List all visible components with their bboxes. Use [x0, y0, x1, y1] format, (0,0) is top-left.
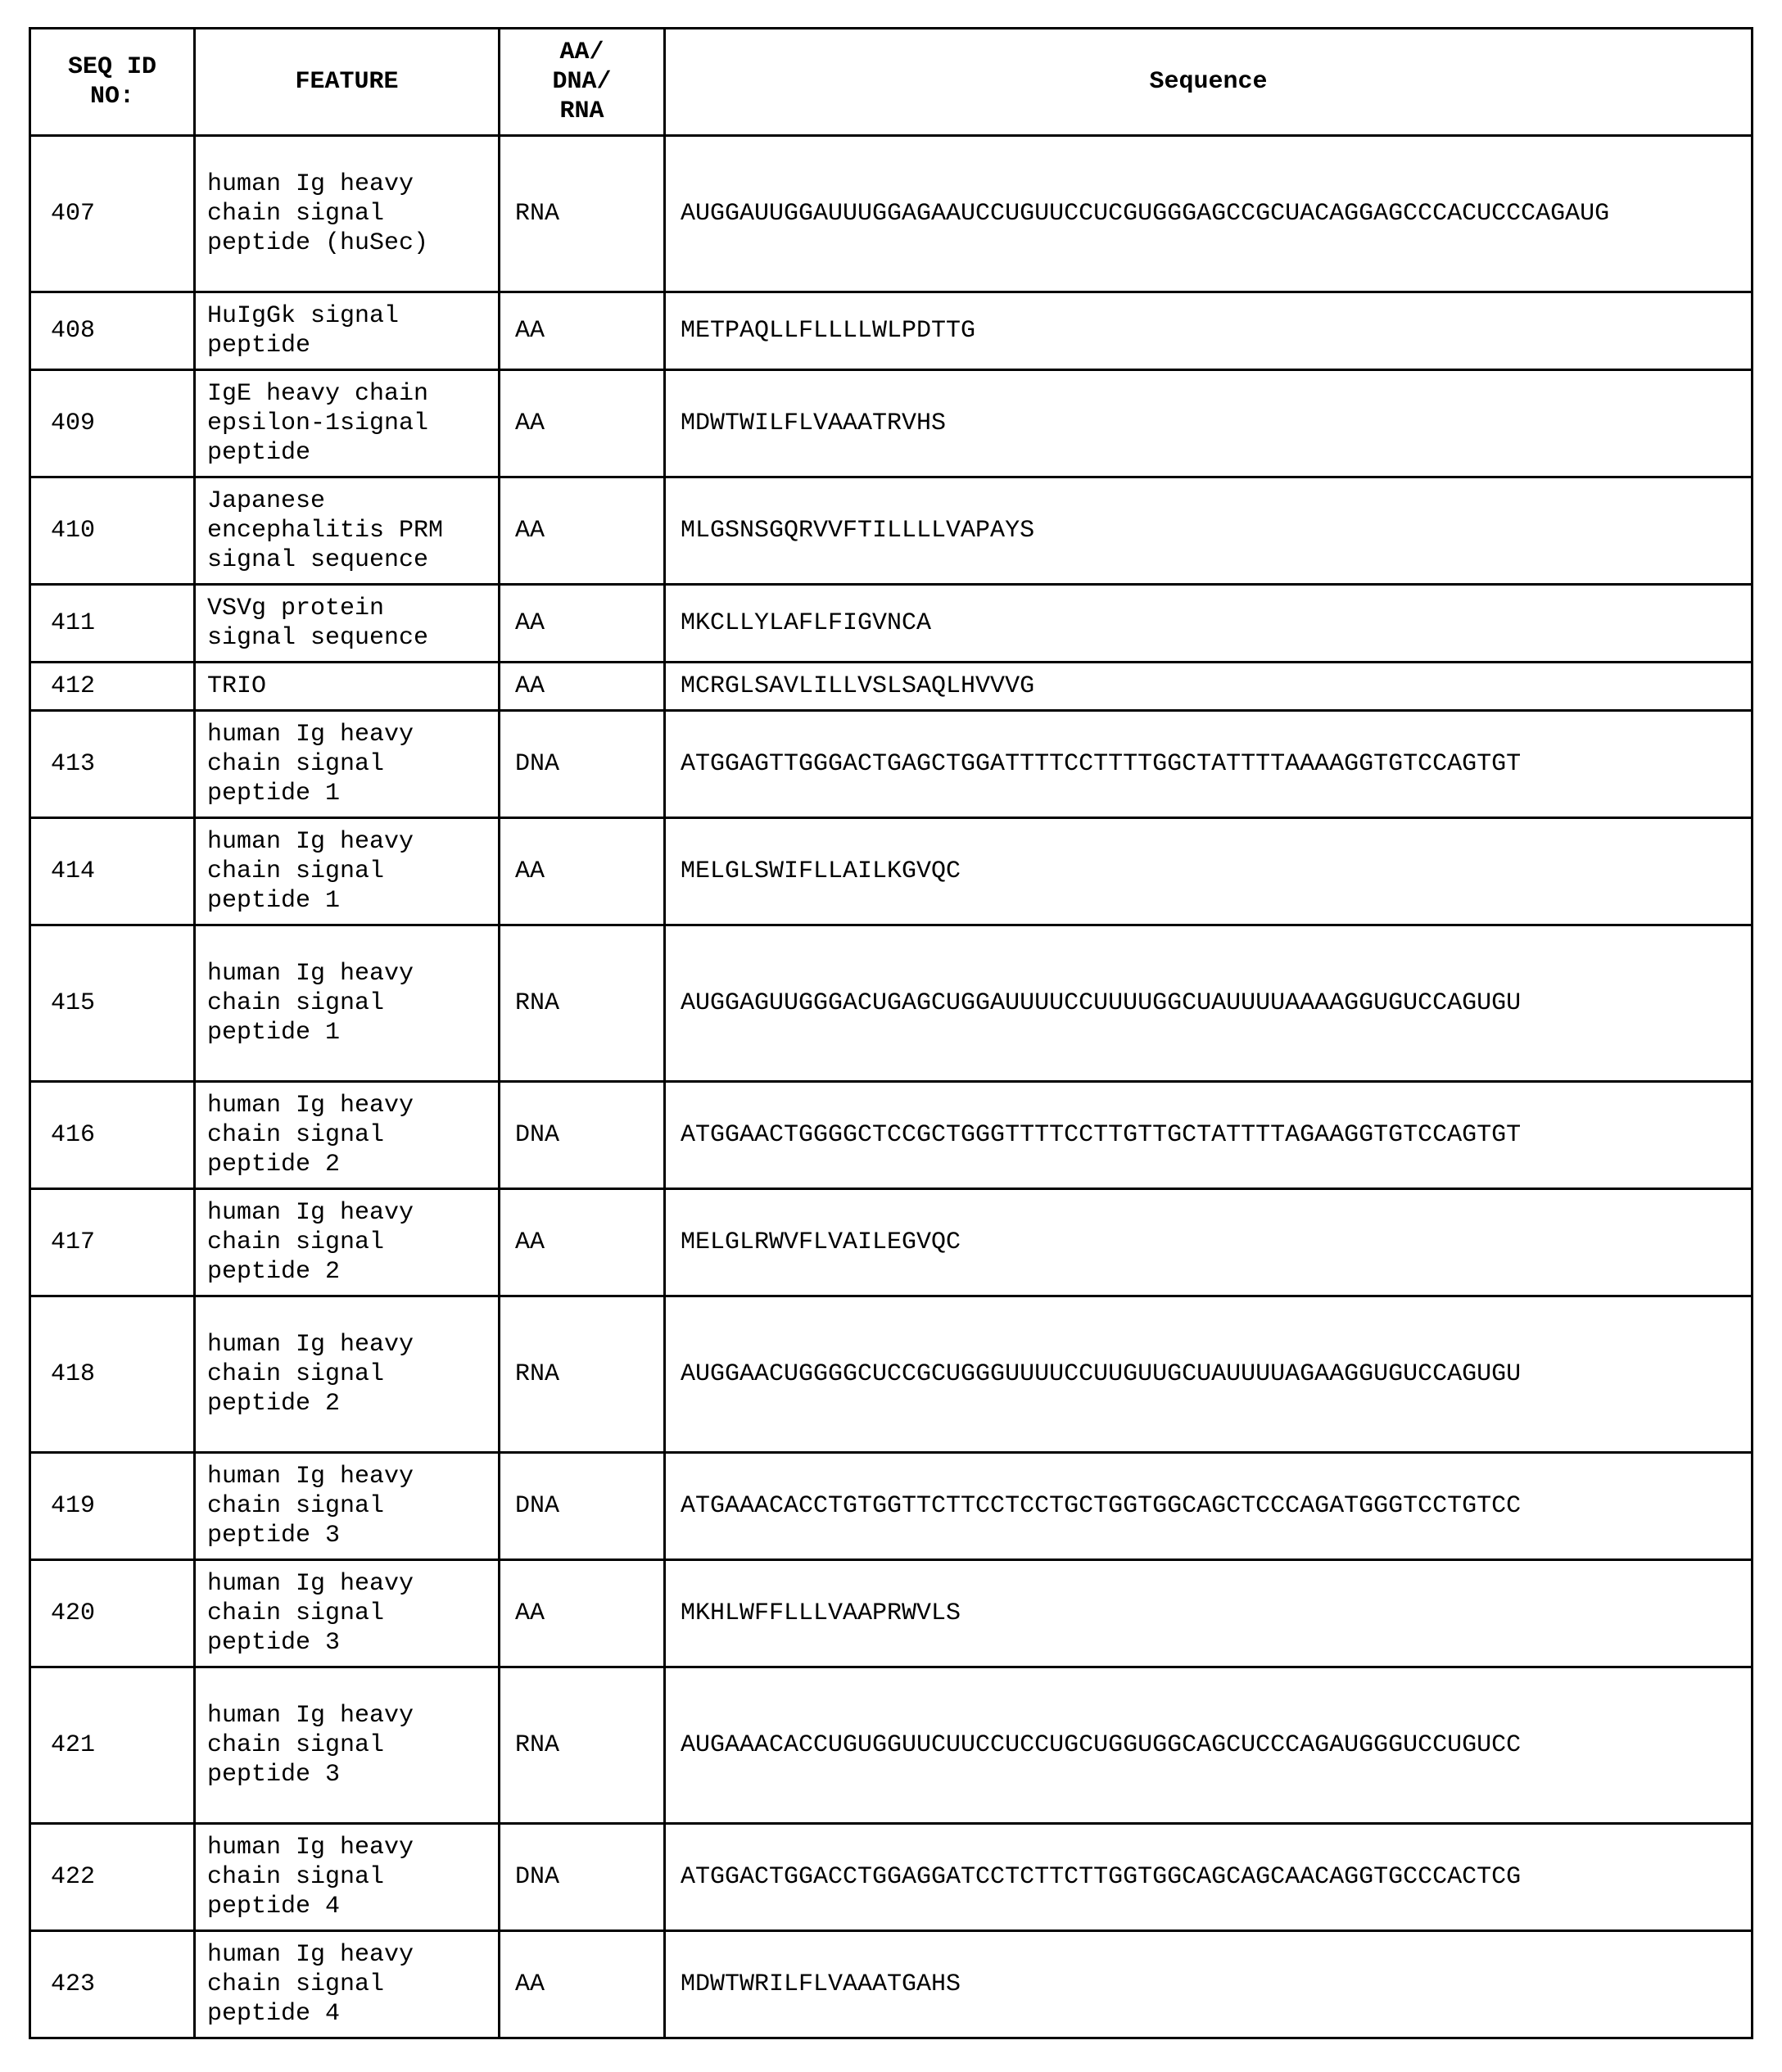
sequence-cell: ATGAAACACCTGTGGTTCTTCCTCCTGCTGGTGGCAGCTCCCAGATGGGTCCTGTCC [665, 1453, 1753, 1560]
table-row [30, 1453, 1753, 1560]
sequence-cell: AUGGAACUGGGGCUCCGCUGGGUUUUCCUUGUUGCUAUUUUAGAAGGUGUCCAGUGU [665, 1296, 1753, 1453]
sequence-cell: MLGSNSGQRVVFTILLLLVAPAYS [665, 477, 1753, 585]
feature-cell: human Ig heavy chain signal peptide 1 [195, 925, 500, 1082]
type-cell: AA [500, 818, 665, 925]
feature-cell: human Ig heavy chain signal peptide 3 [195, 1560, 500, 1667]
header-seq-id: SEQ ID NO: [30, 29, 195, 136]
feature-cell: human Ig heavy chain signal peptide 2 [195, 1189, 500, 1296]
type-cell: AA [500, 585, 665, 663]
feature-cell: human Ig heavy chain signal peptide 1 [195, 711, 500, 818]
seq-id-cell: 409 [30, 370, 195, 477]
table-header [30, 29, 1753, 136]
sequence-cell: MDWTWRILFLVAAATGAHS [665, 1931, 1753, 2038]
seq-id-cell: 408 [30, 292, 195, 370]
type-cell: DNA [500, 1453, 665, 1560]
seq-id-cell: 414 [30, 818, 195, 925]
sequence-cell: MELGLRWVFLVAILEGVQC [665, 1189, 1753, 1296]
type-cell: RNA [500, 136, 665, 292]
feature-cell: TRIO [195, 663, 500, 711]
type-cell: AA [500, 663, 665, 711]
table-row [30, 1667, 1753, 1824]
seq-id-cell: 413 [30, 711, 195, 818]
feature-cell: human Ig heavy chain signal peptide 3 [195, 1453, 500, 1560]
sequence-cell: AUGGAGUUGGGACUGAGCUGGAUUUUCCUUUUGGCUAUUUUAAAAGGUGUCCAGUGU [665, 925, 1753, 1082]
feature-cell: human Ig heavy chain signal peptide 2 [195, 1082, 500, 1189]
feature-cell: VSVg protein signal sequence [195, 585, 500, 663]
sequence-cell: METPAQLLFLLLLWLPDTTG [665, 292, 1753, 370]
header-feature: FEATURE [195, 29, 500, 136]
type-cell: AA [500, 1560, 665, 1667]
sequence-cell: MDWTWILFLVAAATRVHS [665, 370, 1753, 477]
table-row [30, 1931, 1753, 2038]
seq-id-cell: 422 [30, 1824, 195, 1931]
header-type: AA/ DNA/ RNA [500, 29, 665, 136]
seq-id-cell: 418 [30, 1296, 195, 1453]
feature-cell: human Ig heavy chain signal peptide 4 [195, 1824, 500, 1931]
seq-id-cell: 423 [30, 1931, 195, 2038]
seq-id-cell: 407 [30, 136, 195, 292]
type-cell: AA [500, 370, 665, 477]
type-cell: RNA [500, 1296, 665, 1453]
type-cell: AA [500, 1931, 665, 2038]
seq-id-cell: 419 [30, 1453, 195, 1560]
sequence-table-body [30, 136, 1753, 2038]
feature-cell: human Ig heavy chain signal peptide 2 [195, 1296, 500, 1453]
type-cell: AA [500, 1189, 665, 1296]
seq-id-cell: 417 [30, 1189, 195, 1296]
feature-cell: IgE heavy chain epsilon-1signal peptide [195, 370, 500, 477]
table-row [30, 711, 1753, 818]
seq-id-cell: 420 [30, 1560, 195, 1667]
feature-cell: HuIgGk signal peptide [195, 292, 500, 370]
type-cell: RNA [500, 925, 665, 1082]
sequence-cell: ATGGAACTGGGGCTCCGCTGGGTTTTCCTTGTTGCTATTTTAGAAGGTGTCCAGTGT [665, 1082, 1753, 1189]
sequence-cell: ATGGAGTTGGGACTGAGCTGGATTTTCCTTTTGGCTATTTTAAAAGGTGTCCAGTGT [665, 711, 1753, 818]
type-cell: DNA [500, 711, 665, 818]
seq-id-cell: 410 [30, 477, 195, 585]
seq-id-cell: 412 [30, 663, 195, 711]
header-row [30, 29, 1753, 136]
type-cell: DNA [500, 1082, 665, 1189]
table-row [30, 663, 1753, 711]
table-row [30, 1560, 1753, 1667]
feature-cell: human Ig heavy chain signal peptide 4 [195, 1931, 500, 2038]
table-row [30, 925, 1753, 1082]
feature-cell: human Ig heavy chain signal peptide (huSec) [195, 136, 500, 292]
sequence-cell: MKHLWFFLLLVAAPRWVLS [665, 1560, 1753, 1667]
table-row [30, 585, 1753, 663]
type-cell: AA [500, 477, 665, 585]
feature-cell: human Ig heavy chain signal peptide 1 [195, 818, 500, 925]
table-row [30, 136, 1753, 292]
sequence-cell: MKCLLYLAFLFIGVNCA [665, 585, 1753, 663]
type-cell: DNA [500, 1824, 665, 1931]
sequence-listing-table [29, 27, 1753, 2039]
type-cell: AA [500, 292, 665, 370]
seq-id-cell: 416 [30, 1082, 195, 1189]
type-cell: RNA [500, 1667, 665, 1824]
seq-id-cell: 411 [30, 585, 195, 663]
table-row [30, 818, 1753, 925]
sequence-cell: MCRGLSAVLILLVSLSAQLHVVVG [665, 663, 1753, 711]
seq-id-cell: 421 [30, 1667, 195, 1824]
table-row [30, 292, 1753, 370]
table-row [30, 477, 1753, 585]
sequence-cell: ATGGACTGGACCTGGAGGATCCTCTTCTTGGTGGCAGCAGCAACAGGTGCCCACTCG [665, 1824, 1753, 1931]
table-row [30, 1824, 1753, 1931]
sequence-cell: AUGAAACACCUGUGGUUCUUCCUCCUGCUGGUGGCAGCUCCCAGAUGGGUCCUGUCC [665, 1667, 1753, 1824]
feature-cell: human Ig heavy chain signal peptide 3 [195, 1667, 500, 1824]
sequence-cell: MELGLSWIFLLAILKGVQC [665, 818, 1753, 925]
table-row [30, 1189, 1753, 1296]
table-row [30, 1296, 1753, 1453]
header-sequence: Sequence [665, 29, 1753, 136]
sequence-cell: AUGGAUUGGAUUUGGAGAAUCCUGUUCCUCGUGGGAGCCGCUACAGGAGCCCACUCCCAGAUG [665, 136, 1753, 292]
feature-cell: Japanese encephalitis PRM signal sequence [195, 477, 500, 585]
table-row [30, 1082, 1753, 1189]
table-row [30, 370, 1753, 477]
seq-id-cell: 415 [30, 925, 195, 1082]
